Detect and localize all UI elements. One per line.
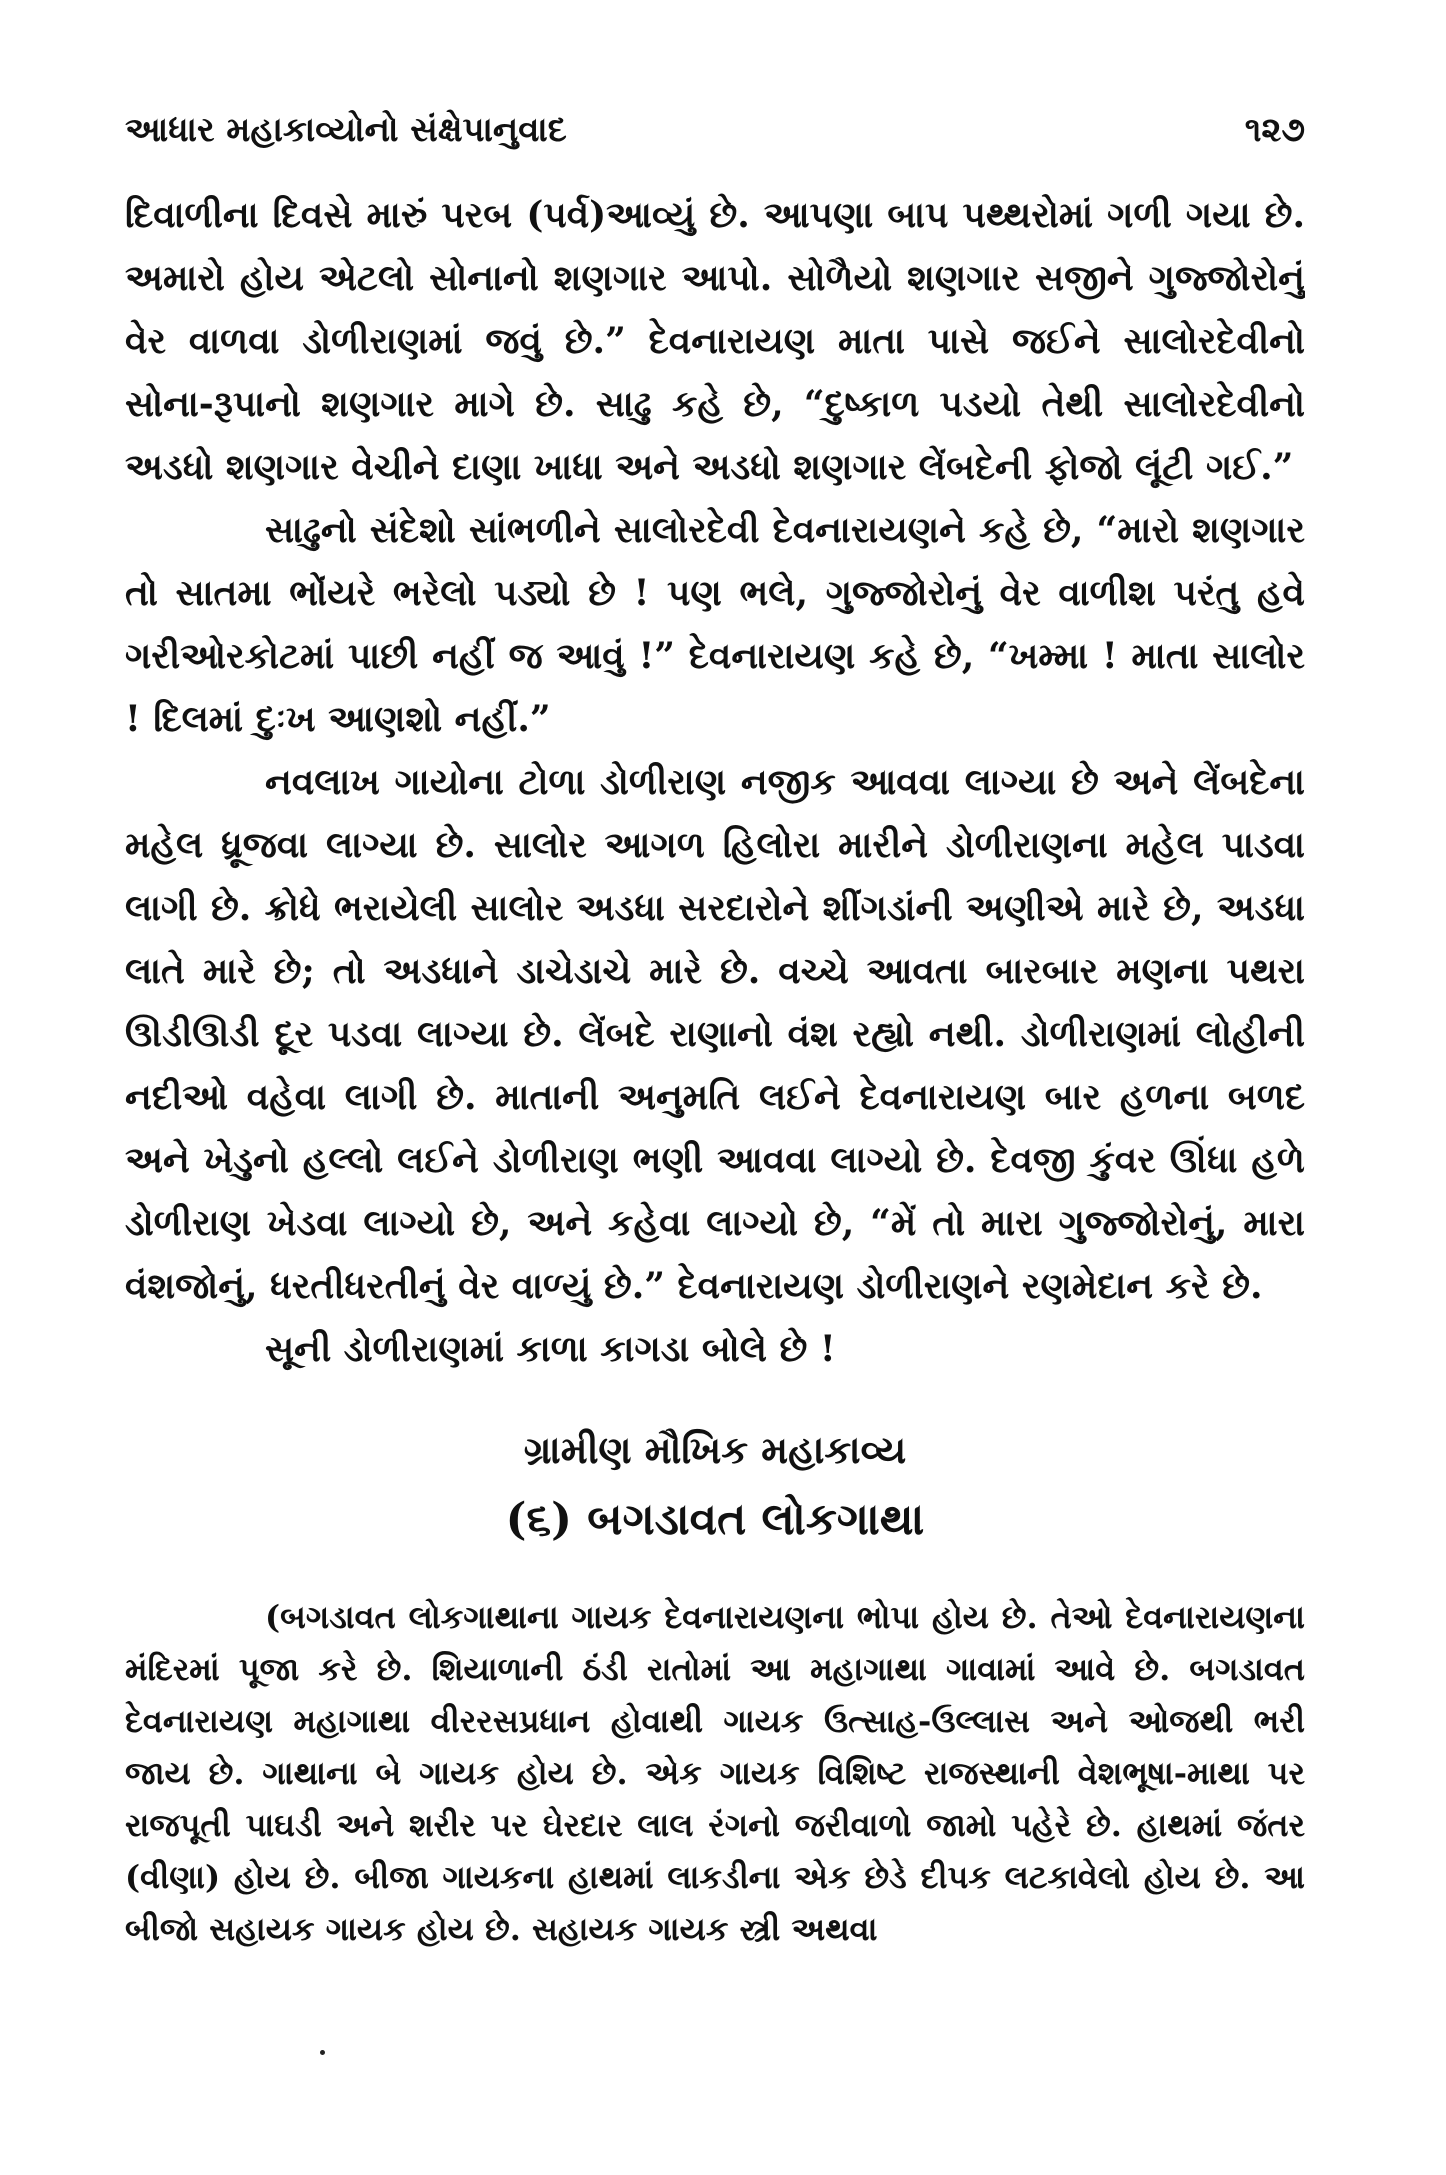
running-title: આધાર મહાકાવ્યોનો સંક્ષેપાનુવાદ <box>125 110 567 150</box>
note-text <box>125 1591 1305 1955</box>
section-subheading: (૬) બગડાવત લોકગાથા <box>505 1494 925 1545</box>
note-paragraph: (બગડાવત લોકગાથાના ગાયક દેવનારાયણના ભોપા હોય છે. તેઓ દેવનારાયણના મંદિરમાં પૂજા કરે છે. શિયાળાની ઠંડી રાતોમાં આ મહાગાથા ગાવામાં આવે છે. બગડાવત દેવનારાયણ મહાગાથા વીરરસપ્રધાન હોવાથી ગાયક ઉત્સાહ-ઉલ્લાસ અને ઓજથી ભરી જાય છે. ગાથાના બે ગાયક હોય છે. એક ગાયક વિશિષ્ટ રાજસ્થાની વેશભૂષા-માથા પર રાજપૂતી પાઘડી અને શરીર પર ઘેરદાર લાલ રંગનો જરીવાળો જામો પહેરે છે. હાથમાં જંતર (વીણા) હોય છે. બીજા ગાયકના હાથમાં લાકડીના એક છેડે દીપક લટકાવેલો હોય છે. આ બીજો સહાયક ગાયક હોય છે. સહાયક ગાયક સ્ત્રી અથવા <box>125 1598 1305 1948</box>
paragraph: સૂની ડોળીરાણમાં કાળા કાગડા બોલે છે ! <box>265 1328 836 1370</box>
section-heading: ગ્રામીણ મૌખિક મહાકાવ્ય <box>523 1427 907 1472</box>
page-number: ૧૨૭ <box>1244 110 1305 150</box>
paragraph-continued: દિવાળીના દિવસે મારું પરબ (પર્વ)આવ્યું છે. આપણા બાપ પથ્થરોમાં ગળી ગયા છે. અમારો હોય એટલો સોનાનો શણગાર આપો. સોળૈયો શણગાર સજીને ગુજ્જોરોનું વેર વાળવા ડોળીરાણમાં જવું છે.” દેવનારાયણ માતા પાસે જઈને સાલોરદેવીનો સોના-રૂપાનો શણગાર માગે છે. સાઢુ કહે છે, “દુષ્કાળ પડયો તેથી સાલોરદેવીનો અડધો શણગાર વેચીને દાણા ખાધા અને અડધો શણગાર લેંબદેની ફોજો લૂંટી ગઈ.” <box>125 194 1305 488</box>
body-text <box>125 184 1305 1381</box>
paragraph: સાઢુનો સંદેશો સાંભળીને સાલોરદેવી દેવનારાયણને કહે છે, “મારો શણગાર તો સાતમા ભોંયરે ભરેલો પડ્યો છે ! પણ ભલે, ગુજ્જોરોનું વેર વાળીશ પરંતુ હવે ગરીઓરકોટમાં પાછી નહીં જ આવું !” દેવનારાયણ કહે છે, “ખમ્મા ! માતા સાલોર ! દિલમાં દુઃખ આણશો નહીં.” <box>125 509 1305 740</box>
book-page <box>125 100 1305 2140</box>
running-head <box>125 100 1305 160</box>
paragraph: નવલાખ ગાયોના ટોળા ડોળીરાણ નજીક આવવા લાગ્યા છે અને લેંબદેના મહેલ ધ્રૂજવા લાગ્યા છે. સાલોર આગળ હિલોરા મારીને ડોળીરાણના મહેલ પાડવા લાગી છે. ક્રોધે ભરાયેલી સાલોર અડધા સરદારોને શીંગડાંની અણીએ મારે છે, અડધા લાતે મારે છે; તો અડધાને ડાચેડાચે મારે છે. વચ્ચે આવતા બારબાર મણના પથરા ઊડીઊડી દૂર પડવા લાગ્યા છે. લેંબદે રાણાનો વંશ રહ્યો નથી. ડોળીરાણમાં લોહીની નદીઓ વહેવા લાગી છે. માતાની અનુમતિ લઈને દેવનારાયણ બાર હળના બળદ અને ખેડુનો હલ્લો લઈને ડોળીરાણ ભણી આવવા લાગ્યો છે. દેવજી કુંવર ઊંધા હળે ડોળીરાણ ખેડવા લાગ્યો છે, અને કહેવા લાગ્યો છે, “મેં તો મારા ગુજ્જોરોનું, મારા વંશજોનું, ધરતીધરતીનું વેર વાળ્યું છે.” દેવનારાયણ ડોળીરાણને રણમેદાન કરે છે. <box>125 761 1305 1307</box>
print-speck <box>320 2050 325 2055</box>
